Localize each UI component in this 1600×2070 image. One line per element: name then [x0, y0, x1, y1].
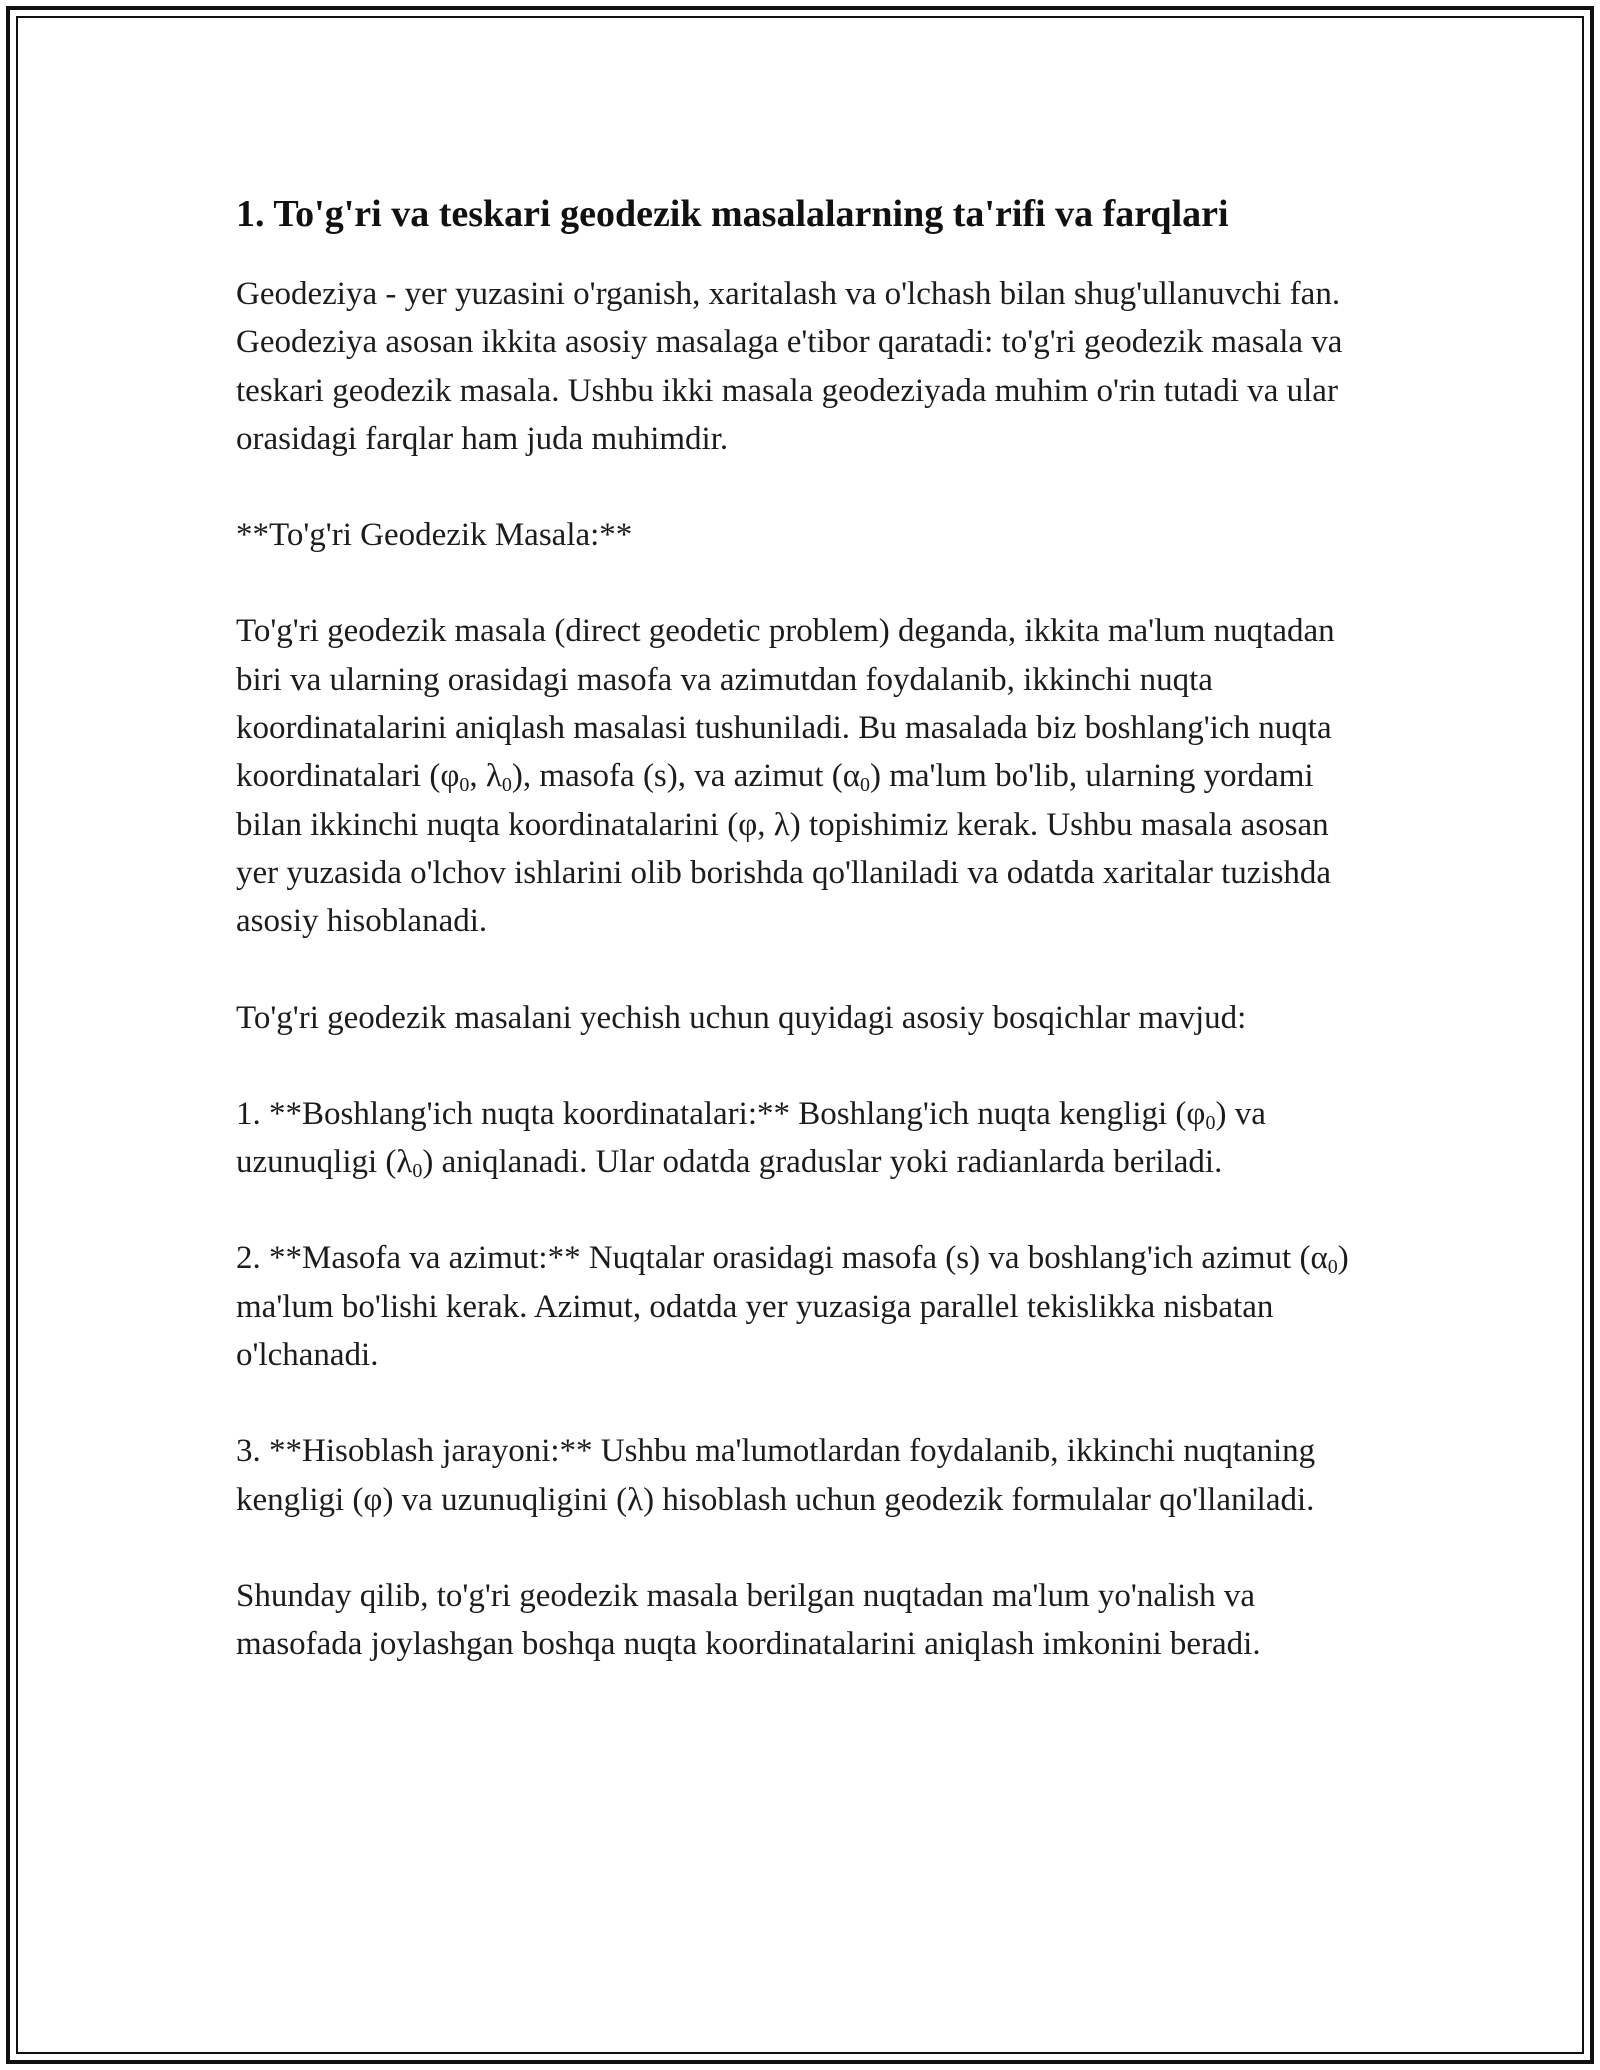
subscript: 0: [1327, 1256, 1338, 1279]
subscript: 0: [860, 774, 870, 797]
intro-paragraph: Geodeziya - yer yuzasini o'rganish, xaritalash va o'lchash bilan shug'ullanuvchi fan. Geodeziya asosan ikkita asosiy masalaga e'tibor qaratadi: to'g'ri geodezik masala va teskari geodezik masala. Ushbu ikki masala geodeziyada muhim o'rin tutadi va ular orasidagi farqlar ham juda muhimdir.: [236, 276, 1343, 457]
text-run: ), masofa (s), va azimut (α: [511, 758, 860, 795]
subscript: 0: [501, 774, 512, 797]
text-run: To'g'ri geodezik masala (direct geodetic problem) deganda, ikkita ma'lum nuqtadan biri va ularning orasidagi masofa va azimutdan foydalanib, ikkinchi nuqta koordinatalarini aniqlash masalasi tushuniladi. Bu masalada biz boshlang'ich nuqta koordinatalari (φ: [236, 613, 1335, 795]
text-run: 2. **Masofa va azimut:** Nuqtalar orasidagi masofa (s) va boshlang'ich azimut (α: [236, 1240, 1328, 1277]
text-run: ) va uzunuqligi (λ: [236, 1095, 1266, 1181]
direct-problem-paragraph: [236, 607, 1366, 945]
text-run: ) aniqlanadi. Ular odatda graduslar yoki radianlarda beriladi.: [422, 1144, 1223, 1181]
subscript: 0: [412, 1160, 423, 1183]
text-run: ) ma'lum bo'lishi kerak. Azimut, odatda yer yuzasiga parallel tekislikka nisbatan o'lchanadi.: [236, 1240, 1349, 1374]
subscript: 0: [1205, 1111, 1216, 1134]
document-title: 1. To'g'ri va teskari geodezik masalalarning ta'rifi va farqlari: [236, 193, 1229, 235]
subscript: 0: [459, 774, 470, 797]
steps-intro-paragraph: To'g'ri geodezik masalani yechish uchun quyidagi asosiy bosqichlar mavjud:: [236, 999, 1247, 1036]
step-1-paragraph: [236, 1090, 1366, 1187]
document-body: [236, 190, 1366, 1669]
step-3-paragraph: 3. **Hisoblash jarayoni:** Ushbu ma'lumotlardan foydalanib, ikkinchi nuqtaning kengligi (φ) va uzunuqligini (λ) hisoblash uchun geodezik formulalar qo'llaniladi.: [236, 1433, 1316, 1518]
text-run: 1. **Boshlang'ich nuqta koordinatalari:** Boshlang'ich nuqta kengligi (φ: [236, 1095, 1206, 1132]
step-2-paragraph: [236, 1234, 1366, 1379]
conclusion-paragraph: Shunday qilib, to'g'ri geodezik masala berilgan nuqtadan ma'lum yo'nalish va masofada joylashgan boshqa nuqta koordinatalarini aniqlash imkonini beradi.: [236, 1577, 1261, 1663]
text-run: , λ: [469, 758, 502, 795]
section-heading: **To'g'ri Geodezik Masala:**: [236, 517, 633, 554]
text-run: ) ma'lum bo'lib, ularning yordami bilan ikkinchi nuqta koordinatalarini (φ, λ) topishimiz kerak. Ushbu masala asosan yer yuzasida o'lchov ishlarini olib borishda qo'llaniladi va odatda xaritalar tuzishda asosiy hisoblanadi.: [236, 758, 1332, 940]
